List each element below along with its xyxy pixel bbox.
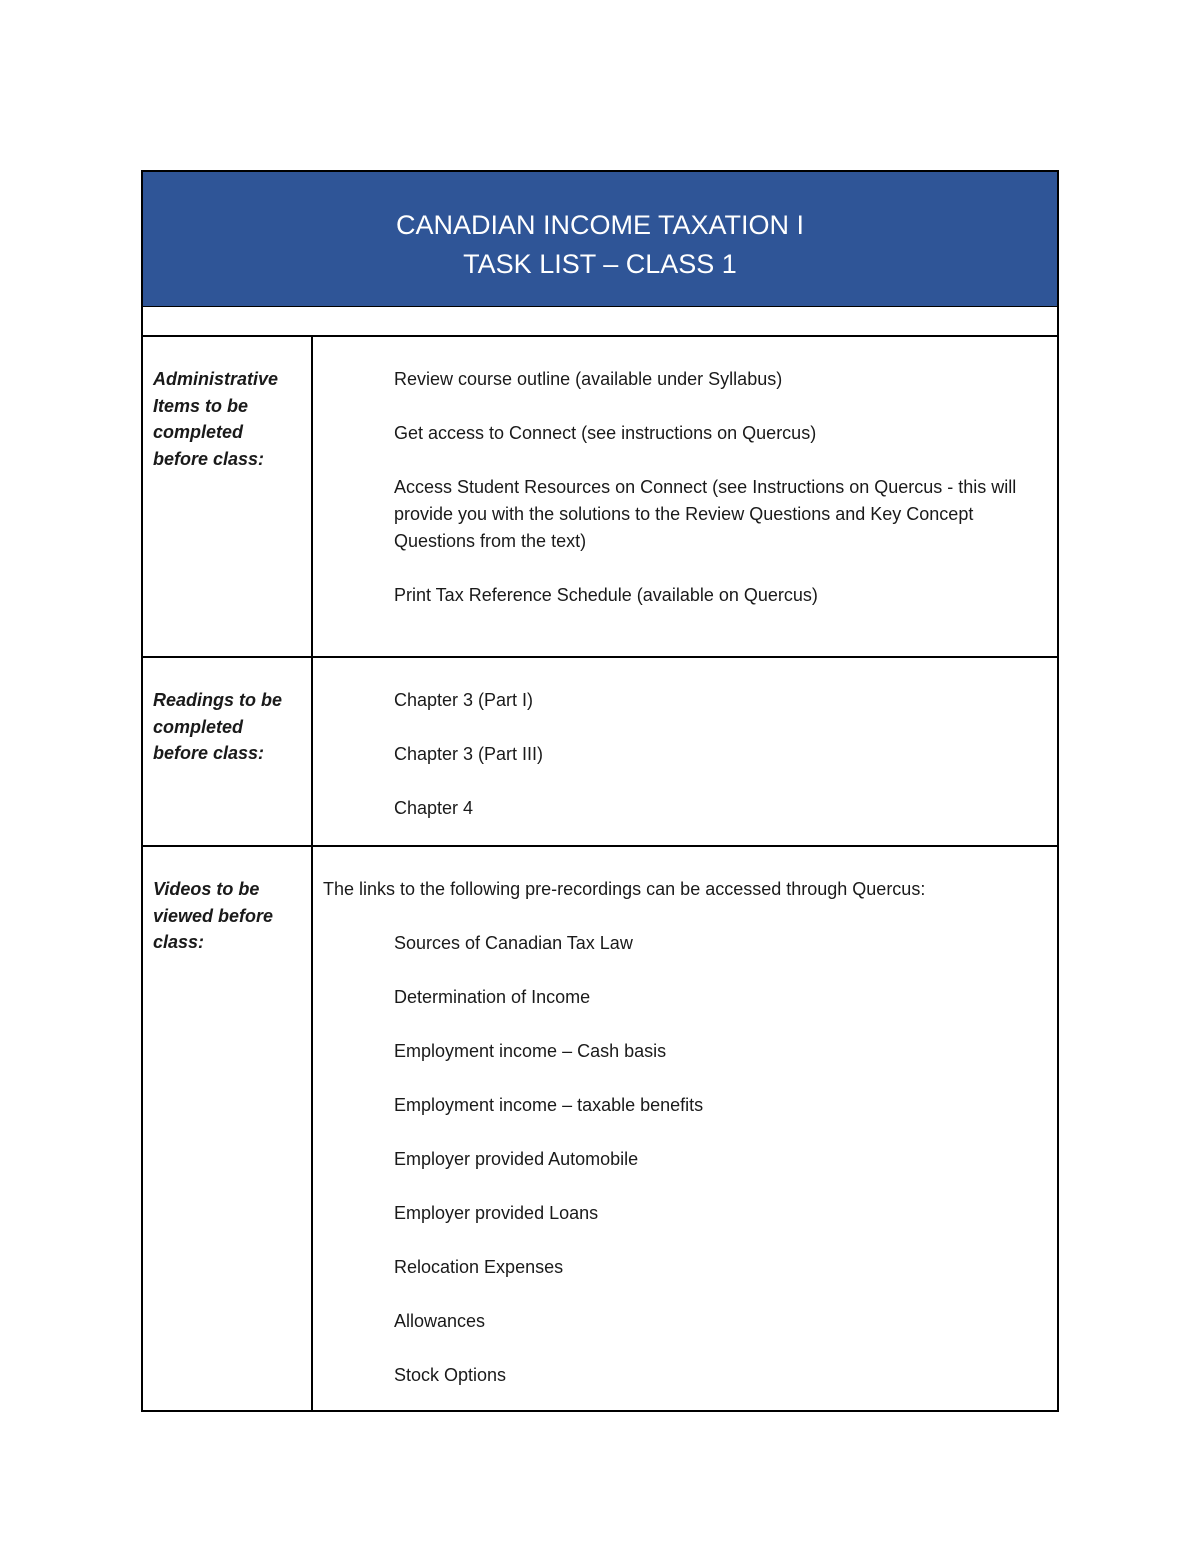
list-item: Sources of Canadian Tax Law: [394, 933, 633, 953]
section-content-videos: [313, 847, 1057, 1410]
task-list-table: [141, 170, 1059, 1412]
section-label-administrative: Administrative Items to be completed before class:: [143, 337, 313, 656]
title-banner: [143, 172, 1057, 307]
section-label-readings: Readings to be completed before class:: [143, 658, 313, 845]
list-item: Access Student Resources on Connect (see Instructions on Quercus - this will provide you with the solutions to the Review Questions and Key Concept Questions from the text): [394, 477, 1017, 551]
section-label-videos: Videos to be viewed before class:: [143, 847, 313, 1410]
readings-list: [323, 687, 1037, 822]
list-item: Chapter 4: [394, 798, 474, 818]
spacer-row: [143, 307, 1057, 337]
section-content-readings: [313, 658, 1057, 845]
admin-task-list: [323, 366, 1037, 609]
section-readings: [143, 658, 1057, 847]
list-item: Review course outline (available under Syllabus): [394, 369, 783, 389]
list-item: Stock Options: [394, 1365, 507, 1385]
list-item: Print Tax Reference Schedule (available on Quercus): [394, 585, 818, 605]
list-item: Relocation Expenses: [394, 1257, 564, 1277]
list-item: Employment income – taxable benefits: [394, 1095, 704, 1115]
section-administrative: [143, 337, 1057, 658]
list-item: Determination of Income: [394, 987, 591, 1007]
task-list-title: TASK LIST – CLASS 1: [463, 249, 737, 279]
list-item: Chapter 3 (Part III): [394, 744, 544, 764]
list-item: Employer provided Loans: [394, 1203, 599, 1223]
list-item: Employment income – Cash basis: [394, 1041, 667, 1061]
list-item: Get access to Connect (see instructions on Quercus): [394, 423, 817, 443]
videos-intro: The links to the following pre-recordings can be accessed through Quercus:: [323, 879, 926, 899]
section-videos: [143, 847, 1057, 1410]
list-item: Chapter 3 (Part I): [394, 690, 534, 710]
list-item: Allowances: [394, 1311, 486, 1331]
videos-list: [323, 930, 1037, 1389]
list-item: Employer provided Automobile: [394, 1149, 639, 1169]
course-title: CANADIAN INCOME TAXATION I: [395, 210, 805, 240]
section-content-administrative: [313, 337, 1057, 656]
